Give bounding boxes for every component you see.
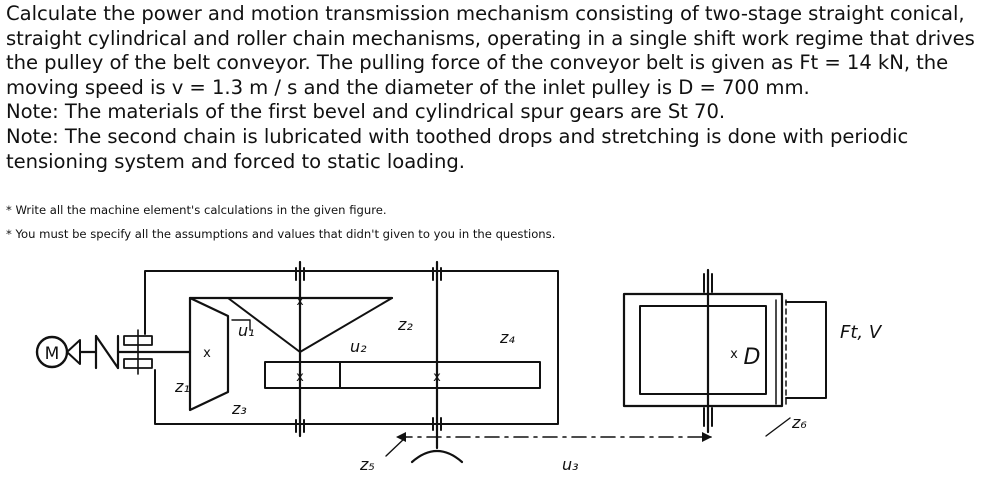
conveyor-belt [786, 302, 826, 398]
motor-label: M [44, 344, 60, 364]
label-u3: u₃ [562, 455, 579, 474]
instruction-calculations: * Write all the machine element's calculations in the given figure. [6, 203, 387, 217]
label-drum-diameter: D [743, 345, 761, 370]
label-force-speed: Ft, V [840, 322, 882, 343]
sprocket-z5 [412, 451, 462, 462]
label-z4: z₄ [500, 328, 515, 347]
conveyor-drum [624, 270, 786, 432]
label-z6: z₆ [792, 413, 807, 432]
problem-paragraph: Calculate the power and motion transmission mechanism consisting of two-stage straight conical, straight cylindrical and roller chain mechanisms, operating in a single shift work regime that drives the pulley of the belt conveyor. The pulling force of the conveyor belt is given as Ft = 14 kN, the moving speed is v = 1.3 m / s and the diameter of the inlet pulley is D = 700 mm. [6, 2, 975, 99]
label-z5: z₅ [360, 455, 375, 474]
bearing-mark-input: x [203, 346, 211, 361]
bearing-mark-intermediate-top: x [296, 294, 304, 308]
label-u2: u₂ [350, 337, 367, 356]
note-materials: Note: The materials of the first bevel and cylindrical spur gears are St 70. [6, 100, 726, 124]
bearing-mark-intermediate: x [296, 370, 304, 385]
label-z1: z₁ [175, 377, 190, 396]
shaft-coupling [96, 330, 190, 374]
kinematic-diagram [0, 248, 984, 478]
bearing-mark-drum: x [730, 347, 738, 362]
label-z2: z₂ [398, 315, 413, 334]
bearing-mark-output: x [433, 370, 441, 385]
output-shaft [433, 262, 441, 448]
note-chain: Note: The second chain is lubricated with toothed drops and stretching is done with periodic tensioning system and forced to static loading. [6, 124, 909, 173]
label-z3: z₃ [232, 399, 247, 418]
mechanism-figure [0, 248, 984, 478]
problem-statement [6, 2, 981, 174]
instruction-assumptions: * You must be specify all the assumptions and values that didn't given to you in the questions. [6, 227, 556, 241]
electric-motor [37, 337, 96, 367]
label-u1: u₁ [238, 321, 255, 340]
